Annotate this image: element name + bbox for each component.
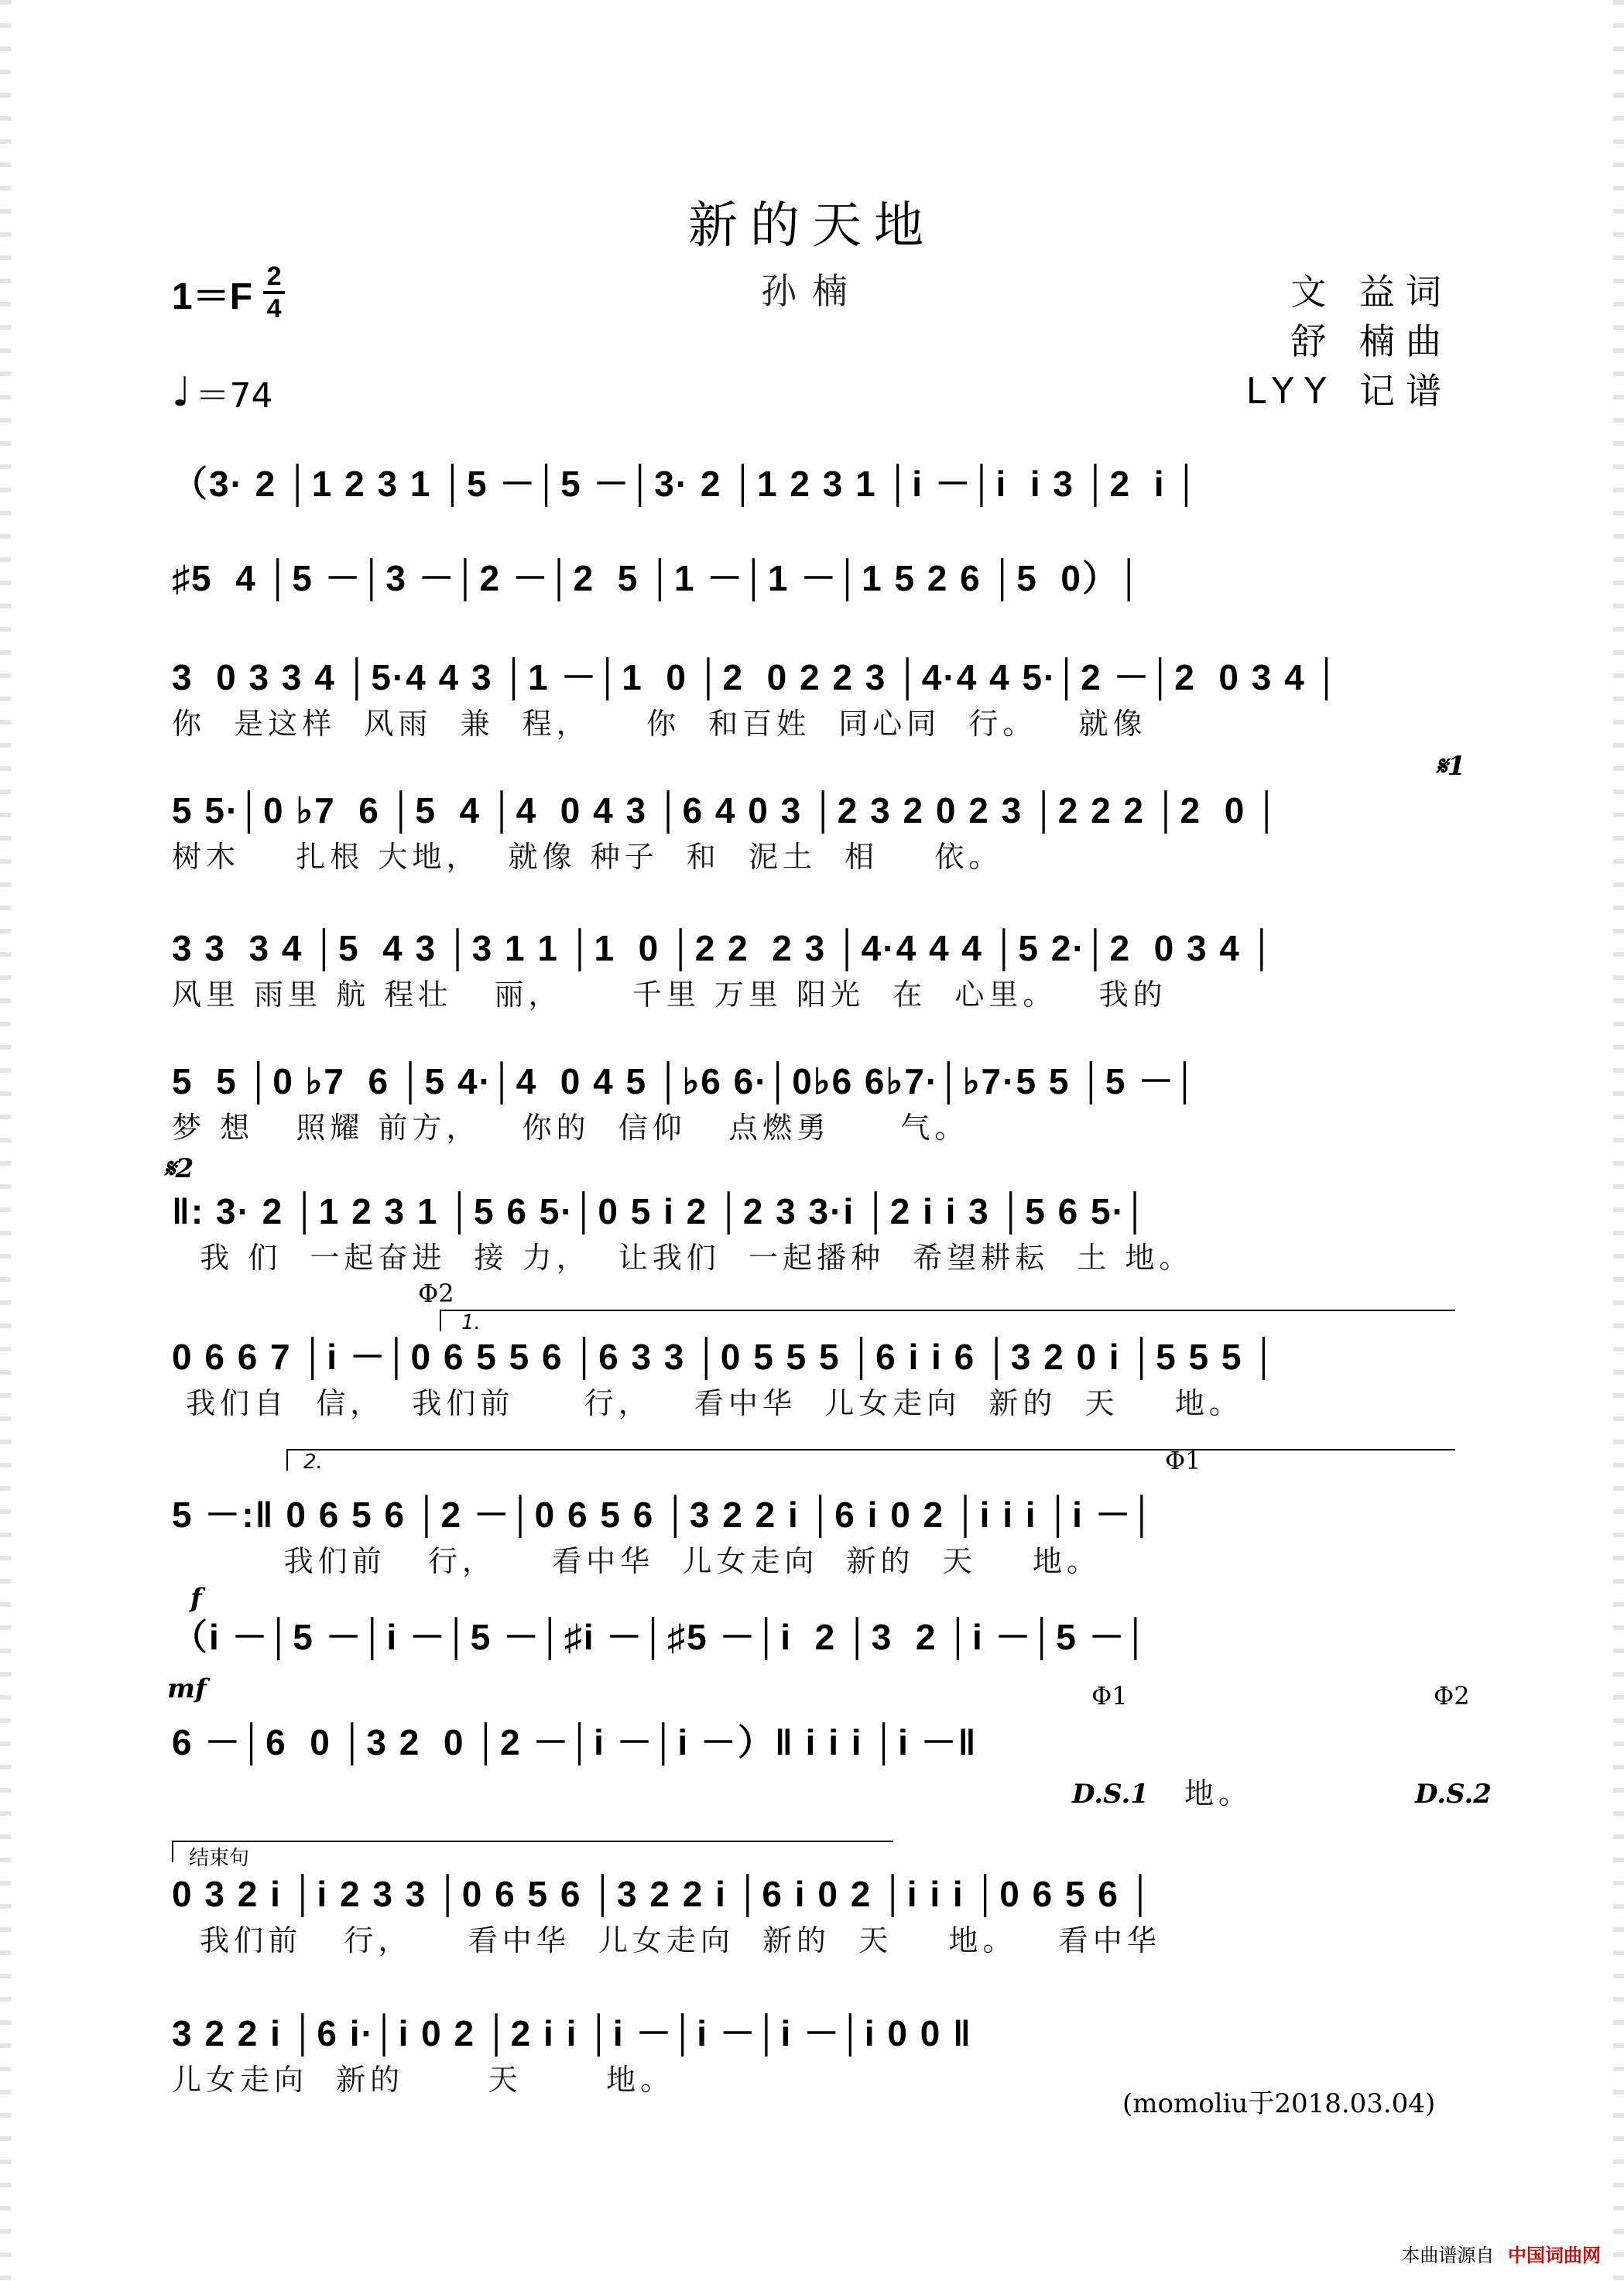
system-11 <box>172 1715 1457 1769</box>
notes-line: 5 5·│0 ♭7 6 │5 4 │4 0 4 3 │6 4 0 3 │2 3 2 0 2 3 │2 2 2 │2 0 │ <box>172 790 1281 831</box>
footer-site-link[interactable]: 中国词曲网 <box>1508 2245 1601 2266</box>
key-signature <box>172 263 285 322</box>
time-signature <box>263 263 285 322</box>
volta-2-bracket <box>286 1449 1455 1474</box>
system-3 <box>172 650 1457 743</box>
right-page-edge <box>1613 0 1624 2281</box>
system-1 <box>172 457 1457 511</box>
lyrics-line: 儿女走向 新的 天 地。 <box>172 2063 675 2097</box>
system-12 <box>172 1867 1457 1960</box>
song-title: 新的天地 <box>688 197 936 255</box>
transcriber: LYY 记谱 <box>1245 370 1452 412</box>
composer: 舒 楠曲 <box>1290 320 1452 362</box>
system-6 <box>172 1054 1457 1147</box>
time-signature-bottom: 4 <box>266 294 282 324</box>
ending-label: 结束句 <box>189 1847 250 1870</box>
left-page-edge <box>0 0 11 2281</box>
credits <box>1246 267 1452 416</box>
notes-line: ♯5 4 │5 －│3 －│2 －│2 5 │1 －│1 －│1 5 2 6 │5 0）│ <box>172 558 1143 598</box>
ds2-mark: D.S.2 <box>1415 1779 1492 1810</box>
notes-line: ‖: 3· 2 │1 2 3 1 │5 6 5·│0 5 i 2 │2 3 3·i │2 i i 3 │5 6 5·│ <box>172 1191 1149 1231</box>
notes-line: 0 6 6 7 │i －│0 6 5 5 6 │6 3 3 │0 5 5 5 │6 i i 6 │3 2 0 i │5 5 5 │ <box>172 1337 1278 1377</box>
lyrics-line: 我们自 信， 我们前 行， 看中华 儿女走向 新的 天 地。 <box>172 1386 1243 1420</box>
lyrics-line: 我们前 行， 看中华 儿女走向 新的 天 地。 <box>172 1544 1101 1578</box>
system-10 <box>172 1610 1457 1664</box>
lyrics-line: 梦 想 照耀 前方， 你的 信仰 点燃勇 气。 <box>172 1111 969 1145</box>
segno-1-mark: 𝄋1 <box>1436 751 1466 782</box>
transcription-signature: (momoliu于2018.03.04) <box>1122 2088 1436 2119</box>
lyrics-line: 你 是这样 风雨 兼 程， 你 和百姓 同心同 行。 就像 <box>172 707 1147 741</box>
system-4 <box>172 783 1457 876</box>
coda-2-mark-b: Φ2 <box>1434 1681 1470 1711</box>
ds1-lyric: 地。 <box>1184 1776 1253 1810</box>
notes-line: 6 －│6 0 │3 2 0 │2 －│i －│i －）‖ i i i │i －‖ <box>172 1722 978 1762</box>
notes-line: （3· 2 │1 2 3 1 │5 －│5 －│3· 2 │1 2 3 1 │i －│i i 3 │2 i │ <box>172 464 1201 504</box>
coda-1-mark-b: Φ1 <box>1091 1681 1128 1711</box>
tempo-marking <box>172 368 273 417</box>
lyrics-line: 我 们 一起奋进 接 力， 让我们 一起播种 希望耕耘 土 地。 <box>172 1241 1194 1275</box>
volta-2-label: 2. <box>303 1450 323 1474</box>
source-footer <box>1401 2240 1601 2267</box>
coda-2-mark: Φ2 <box>418 1279 454 1308</box>
volta-1-label: 1. <box>461 1311 481 1334</box>
dynamic-f: f <box>190 1583 202 1614</box>
notes-line: 0 3 2 i │i 2 3 3 │0 6 5 6 │3 2 2 i │6 i 0 2 │i i i │0 6 5 6 │ <box>172 1874 1155 1914</box>
notes-line: 3 3 3 4 │5 4 3 │3 1 1 │1 0 │2 2 2 3 │4·4 4 4 │5 2·│2 0 3 4 │ <box>172 928 1276 968</box>
ending-bracket <box>172 1841 893 1870</box>
system-5 <box>172 921 1457 1014</box>
dynamic-mf: mf <box>167 1673 207 1704</box>
tempo-value: ＝74 <box>195 376 273 416</box>
notes-line: 3 0 3 3 4 │5·4 4 3 │1 －│1 0 │2 0 2 2 3 │4·4 4 5·│2 －│2 0 3 4 │ <box>172 657 1341 697</box>
lyrics-line: 风里 雨里 航 程壮 丽， 千里 万里 阳光 在 心里。 我的 <box>172 978 1167 1012</box>
coda-1-mark: Φ1 <box>1165 1446 1201 1475</box>
key-label: 1＝F <box>172 276 253 317</box>
system-7 <box>172 1184 1457 1277</box>
notes-line: （i －│5 －│i －│5 －│♯i －│♯5 －│i 2 │3 2 │i －│5 －│ <box>172 1617 1150 1657</box>
volta-1-bracket <box>440 1310 1455 1334</box>
footer-source: 本曲谱源自 <box>1401 2245 1495 2266</box>
system-9 <box>172 1488 1457 1581</box>
lyrics-line: 树木 扎根 大地， 就像 种子 和 泥土 相 依。 <box>172 840 1003 874</box>
system-2 <box>172 551 1457 605</box>
notes-line: 5 －:‖ 0 6 5 6 │2 －│0 6 5 6 │3 2 2 i │6 i 0 2 │i i i │i －│ <box>172 1495 1156 1535</box>
system-8 <box>172 1330 1457 1423</box>
quarter-note-icon: ♩ <box>172 369 191 416</box>
segno-2-mark: 𝄋2 <box>164 1153 194 1184</box>
time-signature-top: 2 <box>266 262 282 291</box>
lyricist: 文 益词 <box>1290 271 1452 313</box>
lyrics-line: 我们前 行， 看中华 儿女走向 新的 天 地。 看中华 <box>172 1923 1161 1957</box>
ds1-mark: D.S.1 <box>1072 1779 1149 1810</box>
notes-line: 5 5 │0 ♭7 6 │5 4·│4 0 4 5 │♭6 6·│0♭6 6♭7·│♭7·5 5 │5 －│ <box>172 1061 1200 1101</box>
singer-name: 孙楠 <box>761 270 863 312</box>
notes-line: 3 2 2 i │6 i·│i 0 2 │2 i i │i －│i －│i －│i 0 0 ‖ <box>172 2013 972 2053</box>
